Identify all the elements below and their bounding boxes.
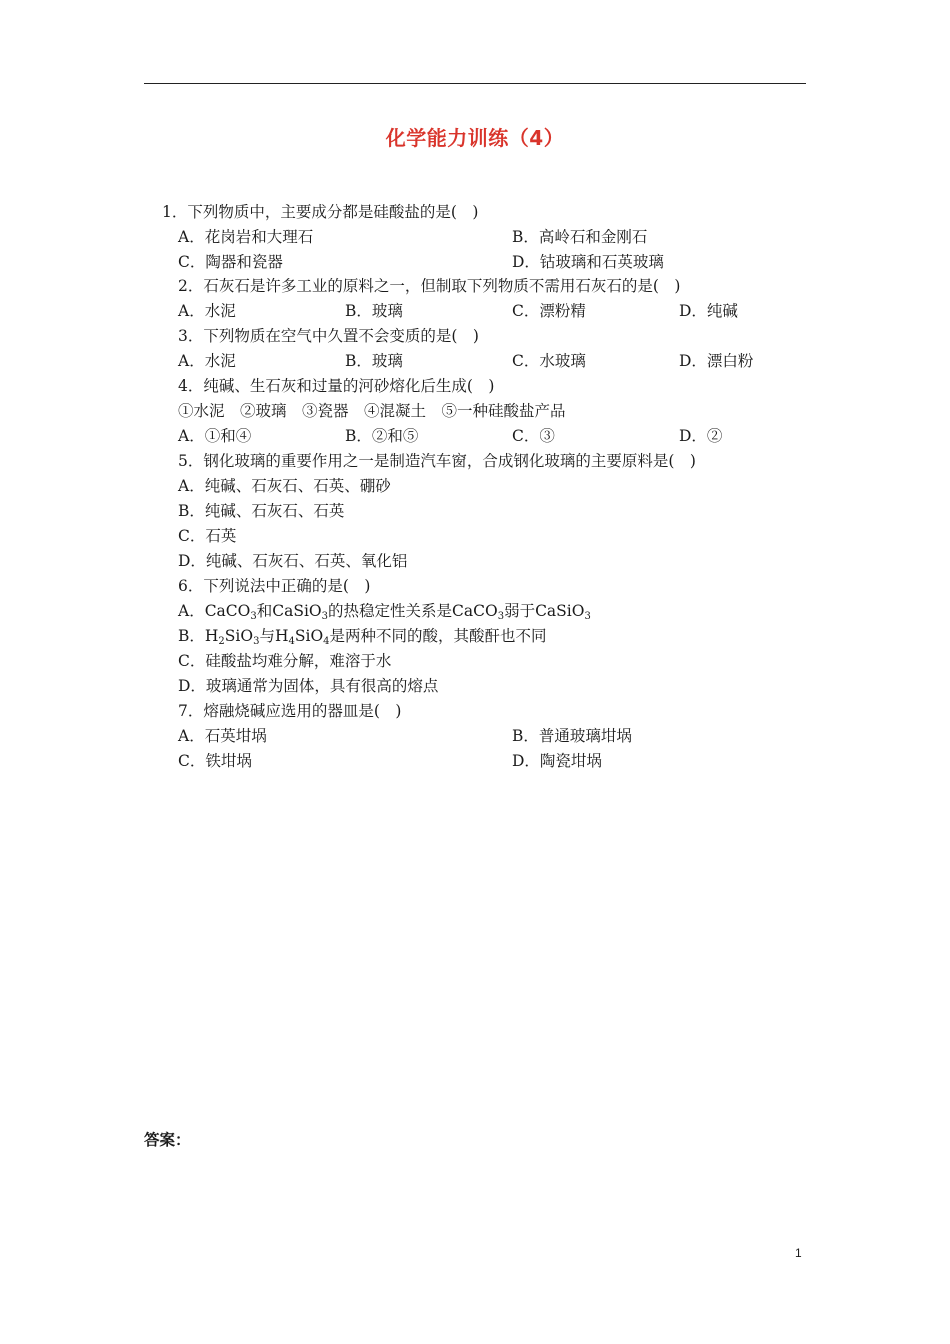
question-5-option-a: A．纯碱、石灰石、石英、硼砂 xyxy=(178,477,391,495)
page-number: 1 xyxy=(795,1246,802,1260)
question-3-option-c: C．水玻璃 xyxy=(512,352,586,370)
question-1-stem: 1．下列物质中，主要成分都是硅酸盐的是( ) xyxy=(162,203,479,221)
question-7-option-a: A．石英坩埚 xyxy=(178,727,267,745)
question-7-option-c: C．铁坩埚 xyxy=(178,752,252,770)
header-rule xyxy=(144,83,806,84)
question-4-option-c: C．③ xyxy=(512,427,555,445)
question-6-option-d: D．玻璃通常为固体，具有很高的熔点 xyxy=(178,677,439,695)
answer-label: 答案： xyxy=(144,1131,191,1149)
question-6-option-a: A．CaCO$_3$和CaSiO$_3$的热稳定性关系是CaCO$_3$弱于CaSiO$_3$ xyxy=(178,602,591,622)
question-3-option-a: A．水泥 xyxy=(178,352,236,370)
question-1-option-a: A．花岗岩和大理石 xyxy=(178,228,314,246)
question-5-option-b: B．纯碱、石灰石、石英 xyxy=(178,502,345,520)
question-1-option-b: B．高岭石和金刚石 xyxy=(512,228,648,246)
question-1-option-c: C．陶器和瓷器 xyxy=(178,253,283,271)
question-2-option-a: A．水泥 xyxy=(178,302,236,320)
question-6-option-c: C．硅酸盐均难分解，难溶于水 xyxy=(178,652,392,670)
page-title: 化学能力训练（4） xyxy=(385,126,565,150)
question-5-option-c: C．石英 xyxy=(178,527,237,545)
question-7-option-b: B．普通玻璃坩埚 xyxy=(512,727,632,745)
question-3-stem: 3．下列物质在空气中久置不会变质的是( ) xyxy=(178,327,479,345)
question-2-option-b: B．玻璃 xyxy=(345,302,403,320)
question-6-option-b: B．$H_2SiO_3$与$H_4SiO_4$是两种不同的酸，其酸酐也不同 xyxy=(178,627,547,647)
question-6-stem: 6．下列说法中正确的是( ) xyxy=(178,577,371,595)
question-3-option-b: B．玻璃 xyxy=(345,352,403,370)
question-5-option-d: D．纯碱、石灰石、石英、氧化铝 xyxy=(178,552,408,570)
question-7-option-d: D．陶瓷坩埚 xyxy=(512,752,602,770)
question-1-option-d: D．钴玻璃和石英玻璃 xyxy=(512,253,664,271)
question-2-option-d: D．纯碱 xyxy=(679,302,738,320)
question-4-option-a: A．①和④ xyxy=(178,427,252,445)
question-5-stem: 5．钢化玻璃的重要作用之一是制造汽车窗，合成钢化玻璃的主要原料是( ) xyxy=(178,452,696,470)
question-4-choices: ①水泥 ②玻璃 ③瓷器 ④混凝土 ⑤一种硅酸盐产品 xyxy=(178,402,566,420)
question-2-stem: 2．石灰石是许多工业的原料之一，但制取下列物质不需用石灰石的是( ) xyxy=(178,277,681,295)
question-4-stem: 4．纯碱、生石灰和过量的河砂熔化后生成( ) xyxy=(178,377,495,395)
question-2-option-c: C．漂粉精 xyxy=(512,302,586,320)
question-3-option-d: D．漂白粉 xyxy=(679,352,754,370)
question-4-option-b: B．②和⑤ xyxy=(345,427,419,445)
question-4-option-d: D．② xyxy=(679,427,723,445)
question-7-stem: 7．熔融烧碱应选用的器皿是( ) xyxy=(178,702,402,720)
